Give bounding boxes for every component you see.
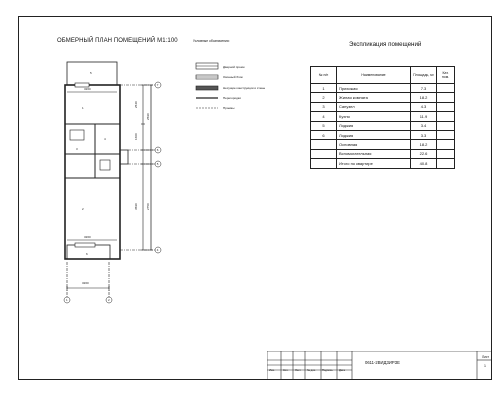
dim-label: 2540: [134, 101, 138, 108]
stamp-caption: Лист: [295, 369, 301, 372]
title-block: [267, 351, 492, 380]
axis-label: 7: [156, 83, 159, 88]
dim-label: 3260: [84, 87, 91, 91]
table-row: Вспомогательная 22.6: [311, 149, 455, 158]
plan-title: ОБМЕРНЫЙ ПЛАН ПОМЕЩЕНИЙ М1:100: [57, 38, 178, 44]
sheet-number: 1: [484, 364, 486, 368]
stamp-caption: Кол.: [283, 369, 289, 372]
legend-item: Перегородки: [223, 96, 241, 100]
header-cell: Наименование: [337, 67, 411, 84]
room-number: 3: [76, 147, 78, 151]
table-row: Основная 18.2: [311, 140, 455, 149]
table-row: 3 Санузел 4.3: [311, 102, 455, 111]
room-number: 4: [104, 137, 106, 141]
axis-label: 4: [156, 248, 159, 253]
room-number: 2: [82, 207, 84, 211]
table-row: 6 Лоджия 3.3: [311, 130, 455, 139]
table-row: 2 Жилая комната 18.2: [311, 93, 455, 102]
axis-label: 2: [108, 298, 110, 303]
header-cell: № п/п: [311, 67, 337, 84]
room-number: 5: [90, 71, 92, 75]
axis-label: 6: [156, 148, 159, 153]
legend-title: Условные обозначения:: [193, 39, 230, 43]
legend-item: Дверной проем: [223, 65, 245, 69]
legend-item: Несущие конструкции и стены: [223, 86, 266, 90]
sheet-label: Лист: [482, 355, 489, 359]
dim-label: 3260: [84, 235, 91, 239]
dim-label: 1600: [134, 133, 138, 140]
table-row: 4 Кухня 11.9: [311, 112, 455, 121]
dim-label: 3590: [134, 203, 138, 210]
header-cell: Площадь, м²: [411, 67, 437, 84]
table-row: 5 Лоджия 3.4: [311, 121, 455, 130]
axis-label: 1: [66, 298, 68, 303]
stamp-caption: Дата: [339, 369, 345, 372]
room-number: 6: [86, 252, 88, 256]
axis-label: 5: [156, 162, 159, 167]
dim-label: 2750: [146, 203, 150, 210]
stamp-caption: Подпись: [322, 369, 333, 372]
room-number: 1: [82, 106, 84, 110]
title-block-grid: [267, 351, 492, 380]
dim-label: 3260: [82, 281, 89, 285]
legend-item: Оконный блок: [223, 75, 243, 79]
drawing-designation: 0611-2ВИДЗИРЗЕ: [365, 360, 400, 365]
explication-table: [310, 66, 455, 169]
explication-title: Экспликация помещений: [349, 41, 422, 48]
table-header-row: [311, 67, 455, 84]
table-row: Итого по квартире 40.8: [311, 159, 455, 168]
dim-label: 2590: [146, 113, 150, 120]
table-row: 1 Прихожая 7.3: [311, 84, 455, 93]
stamp-caption: Изм.: [269, 369, 275, 372]
stamp-caption: № док.: [307, 369, 316, 372]
legend-item: Проемы: [223, 106, 235, 110]
header-cell: Кат. пом.: [437, 67, 455, 84]
